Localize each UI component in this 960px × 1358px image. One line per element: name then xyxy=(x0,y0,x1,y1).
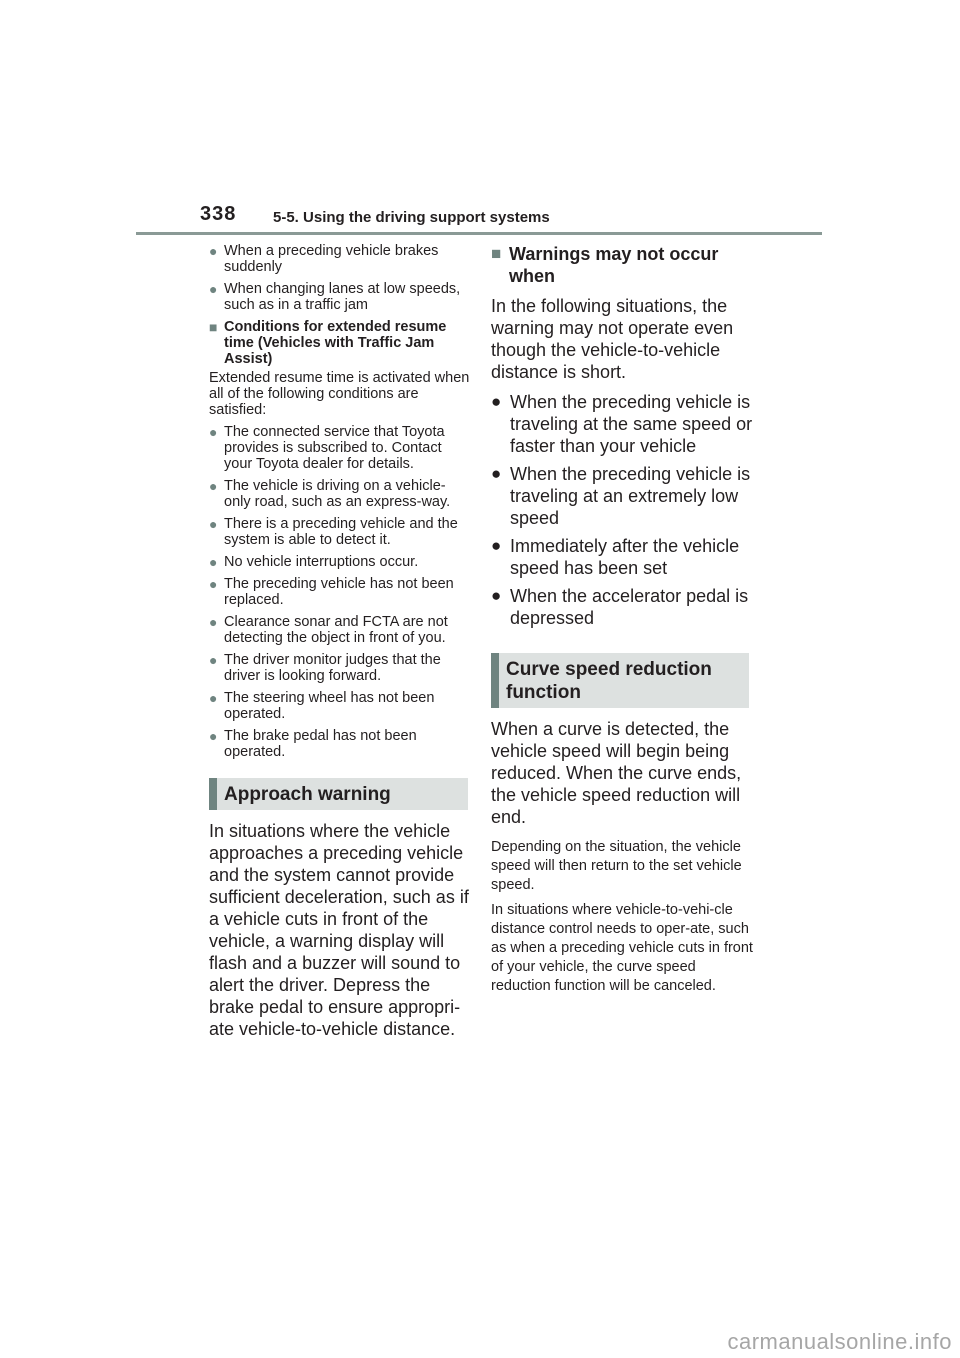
square-bullet-icon: ■ xyxy=(491,244,502,263)
list-item: ● No vehicle interruptions occur. xyxy=(209,554,419,570)
bullet-icon: ● xyxy=(209,554,218,570)
list-item: ● Clearance sonar and FCTA are not detecting the object in front of you. xyxy=(209,614,448,646)
curve-speed-note: Depending on the situation, the vehicle speed will then return to the set vehicle speed. xyxy=(491,839,742,893)
bullet-icon: ● xyxy=(209,728,218,744)
watermark: carmanualsonline.info xyxy=(727,1329,952,1354)
section-title: 5-5. Using the driving support systems xyxy=(273,209,550,226)
list-item: ● When changing lanes at low speeds, such as in a traffic jam xyxy=(209,281,461,313)
bullet-icon: ● xyxy=(209,424,218,440)
curve-speed-heading: Curve speed reduction function xyxy=(491,653,749,708)
header-rule xyxy=(136,232,822,235)
warnings-intro: In the following situations, the warning may not operate even though the vehicle-to-vehicle distance is short. xyxy=(491,296,734,382)
bullet-icon: ● xyxy=(491,392,502,411)
bullet-icon: ● xyxy=(209,690,218,706)
list-item: ● The connected service that Toyota provides is subscribed to. Contact your Toyota dealer for details. xyxy=(209,424,445,472)
list-item: ● The driver monitor judges that the driver is looking forward. xyxy=(209,652,441,684)
bullet-icon: ● xyxy=(209,614,218,630)
bullet-icon: ● xyxy=(209,576,218,592)
right-column xyxy=(491,243,753,1002)
bullet-icon: ● xyxy=(209,516,218,532)
curve-speed-body: When a curve is detected, the vehicle speed will begin being reduced. When the curve ends, the vehicle speed reduction will end. xyxy=(491,719,742,827)
list-item: ● When the accelerator pedal is depressed xyxy=(491,586,749,628)
page-header xyxy=(200,203,822,235)
bullet-icon: ● xyxy=(491,464,502,483)
list-item: ● The vehicle is driving on a vehicle-only road, such as an express-way. xyxy=(209,478,451,510)
page-number: 338 xyxy=(200,203,237,225)
bullet-icon: ● xyxy=(491,586,502,605)
bullet-icon: ● xyxy=(491,536,502,555)
curve-speed-note: In situations where vehicle-to-vehi-cle distance control needs to oper-ate, such as when a preceding vehicle cuts in front of your vehicle, the curve speed reduction function will be canceled. xyxy=(491,902,753,994)
bullet-icon: ● xyxy=(209,652,218,668)
warnings-heading: ■ Warnings may not occur when xyxy=(491,244,719,286)
bullet-icon: ● xyxy=(209,243,218,259)
list-item: ● The steering wheel has not been operated. xyxy=(209,690,435,722)
approach-warning-heading: Approach warning xyxy=(209,778,468,810)
list-item: ● The brake pedal has not been operated. xyxy=(209,728,417,760)
list-item: ● When the preceding vehicle is traveling at the same speed or faster than your vehicle xyxy=(491,392,753,456)
left-column xyxy=(209,243,471,1040)
list-item: ● Immediately after the vehicle speed has been set xyxy=(491,536,740,578)
list-item: ● The preceding vehicle has not been replaced. xyxy=(209,576,454,608)
square-bullet-icon: ■ xyxy=(209,319,218,335)
bullet-icon: ● xyxy=(209,281,218,297)
list-item: ● When the preceding vehicle is traveling at an extremely low speed xyxy=(491,464,751,528)
list-item: ● There is a preceding vehicle and the system is able to detect it. xyxy=(209,516,458,548)
list-item: ● When a preceding vehicle brakes suddenly xyxy=(209,243,439,275)
bullet-icon: ● xyxy=(209,478,218,494)
extended-resume-intro: Extended resume time is activated when all of the following conditions are satisfied: xyxy=(209,370,470,418)
approach-warning-body: In situations where the vehicle approaches a preceding vehicle and the system cannot provide sufficient deceleration, such as if a vehicle cuts in front of the vehicle, a warning display will flash and a buzzer will sound to alert the driver. Depress the brake pedal to ensure appropri-ate vehicle-to-vehicle distance. xyxy=(209,821,469,1039)
extended-resume-heading: ■ Conditions for extended resume time (Vehicles with Traffic Jam Assist) xyxy=(209,319,447,367)
